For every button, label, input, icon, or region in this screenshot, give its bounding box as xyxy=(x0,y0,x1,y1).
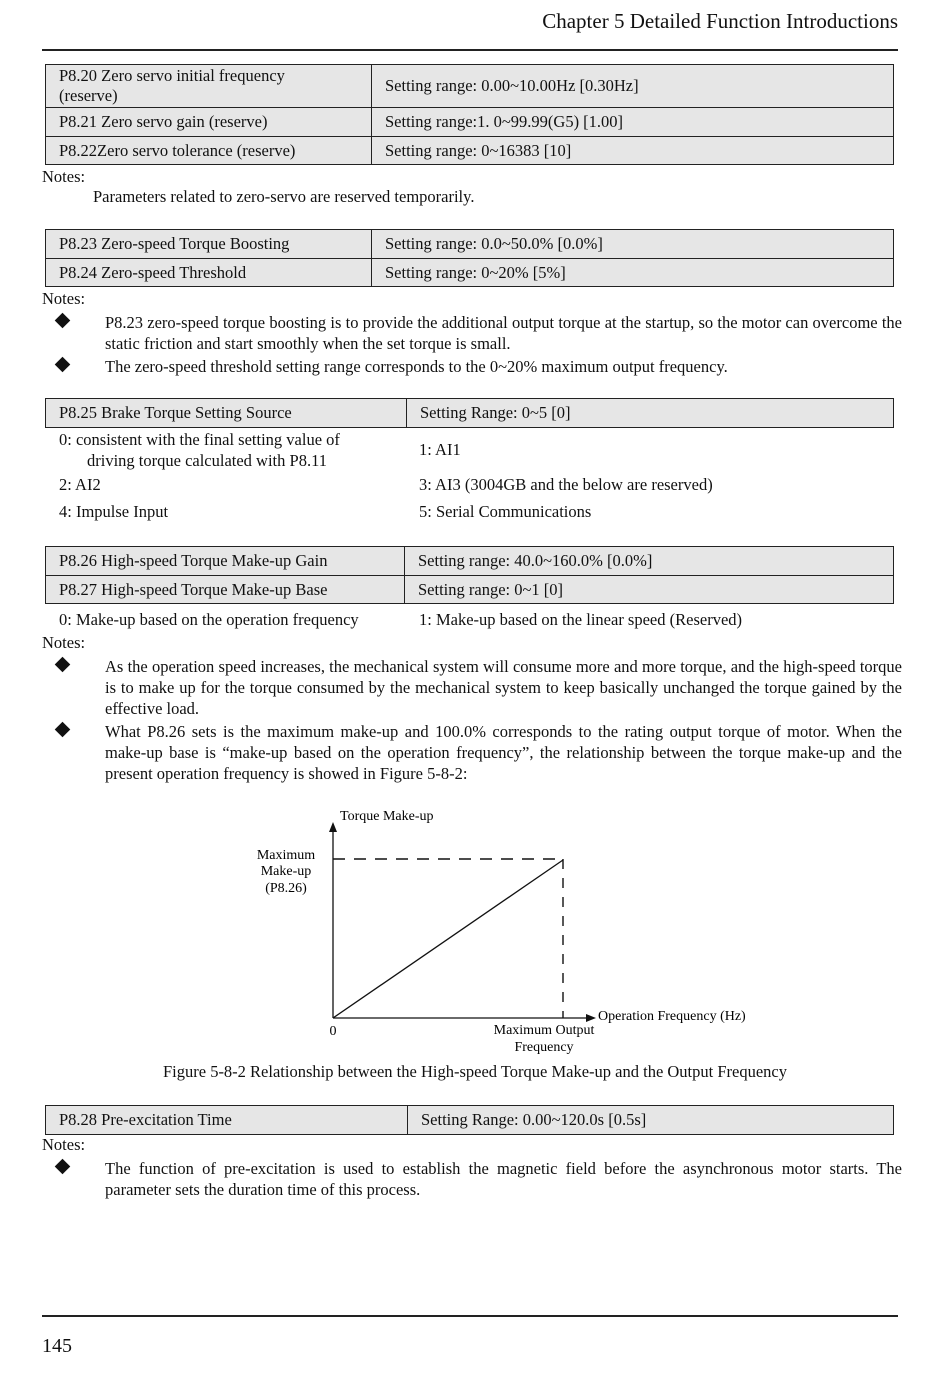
notes-label: Notes: xyxy=(42,167,86,186)
option-text: 1: AI1 xyxy=(419,440,461,459)
param-name: P8.28 Pre-excitation Time xyxy=(46,1106,408,1135)
y-max-label: Make-up xyxy=(260,864,312,879)
notes-label: Notes: xyxy=(42,1135,86,1154)
param-name: P8.22Zero servo tolerance (reserve) xyxy=(46,137,372,165)
option-text: 2: AI2 xyxy=(59,475,101,494)
param-table-pre-excitation xyxy=(45,1105,894,1135)
option-text: 4: Impulse Input xyxy=(59,502,169,521)
note-bullet-text: What P8.26 sets is the maximum make-up and 100.0% corresponds to the rating output torque of motor. When the make-up base is “make-up based on the operation frequency”, the relationship between the torque make-up and the present operation frequency is showed in Figure 5-8-2: xyxy=(105,722,902,783)
notes-label: Notes: xyxy=(42,633,86,652)
param-range: Setting range: 0~16383 [10] xyxy=(372,137,894,165)
option-text: 3: AI3 (3004GB and the below are reserved) xyxy=(419,475,713,494)
notes-label: Notes: xyxy=(42,289,86,308)
option-text: 0: consistent with the final setting value of xyxy=(59,430,340,449)
x-max-label: Frequency xyxy=(514,1040,574,1055)
makeup-line xyxy=(333,860,563,1018)
option-text: 5: Serial Communications xyxy=(419,502,592,521)
origin-label: 0 xyxy=(329,1024,337,1039)
page-number: 145 xyxy=(42,1335,72,1357)
param-name: P8.26 High-speed Torque Make-up Gain xyxy=(46,547,405,576)
param-name: P8.24 Zero-speed Threshold xyxy=(46,259,372,287)
param-range: Setting range:1. 0~99.99(G5) [1.00] xyxy=(372,108,894,137)
param-name: (reserve) xyxy=(59,86,118,105)
y-max-label: Maximum xyxy=(256,848,316,863)
option-text: 1: Make-up based on the linear speed (Reserved) xyxy=(419,610,743,629)
figure-caption: Figure 5-8-2 Relationship between the High-speed Torque Make-up and the Output Frequency xyxy=(162,1062,787,1081)
param-name: P8.20 Zero servo initial frequency xyxy=(59,66,285,85)
note-text: Parameters related to zero-servo are reserved temporarily. xyxy=(93,187,475,206)
footer-rule xyxy=(42,1315,898,1317)
param-range: Setting range: 0.00~10.00Hz [0.30Hz] xyxy=(372,65,894,108)
note-bullet-text: The function of pre-excitation is used to establish the magnetic field before the asynchronous motor starts. The parameter sets the duration time of this process. xyxy=(105,1159,902,1199)
y-axis-arrow xyxy=(329,822,337,832)
y-axis-label: Torque Make-up xyxy=(340,809,434,824)
x-max-label: Maximum Output xyxy=(493,1023,595,1038)
param-name: P8.23 Zero-speed Torque Boosting xyxy=(46,230,372,259)
x-axis-label: Operation Frequency (Hz) xyxy=(598,1009,746,1024)
y-max-label: (P8.26) xyxy=(265,881,307,896)
option-text: driving torque calculated with P8.11 xyxy=(87,451,327,470)
diamond-bullet-icon xyxy=(55,1159,70,1174)
param-name: P8.21 Zero servo gain (reserve) xyxy=(46,108,372,137)
param-range: Setting range: 0.0~50.0% [0.0%] xyxy=(372,230,894,259)
option-text: 0: Make-up based on the operation frequency xyxy=(59,610,359,629)
note-bullet-text: The zero-speed threshold setting range corresponds to the 0~20% maximum output frequency. xyxy=(105,357,728,376)
param-range: Setting range: 40.0~160.0% [0.0%] xyxy=(405,547,894,576)
x-axis-arrow xyxy=(586,1014,596,1022)
param-name: P8.25 Brake Torque Setting Source xyxy=(46,399,407,428)
param-range: Setting range: 0~1 [0] xyxy=(405,576,894,604)
table-row xyxy=(46,1106,894,1135)
param-range: Setting range: 0~20% [5%] xyxy=(372,259,894,287)
param-name: P8.27 High-speed Torque Make-up Base xyxy=(46,576,405,604)
note-bullet-text: P8.23 zero-speed torque boosting is to provide the additional output torque at the startup, so the motor can overcome the static friction and start smoothly when the set torque is small. xyxy=(105,313,902,353)
param-range: Setting Range: 0.00~120.0s [0.5s] xyxy=(408,1106,894,1135)
param-range: Setting Range: 0~5 [0] xyxy=(407,399,894,428)
note-bullet-text: As the operation speed increases, the mechanical system will consume more and more torque, and the high-speed torque is to make up for the torque consumed by the mechanical system to keep basically unchanged the torque gained by the effective load. xyxy=(105,657,902,718)
chapter-title: Chapter 5 Detailed Function Introductions xyxy=(542,9,898,33)
